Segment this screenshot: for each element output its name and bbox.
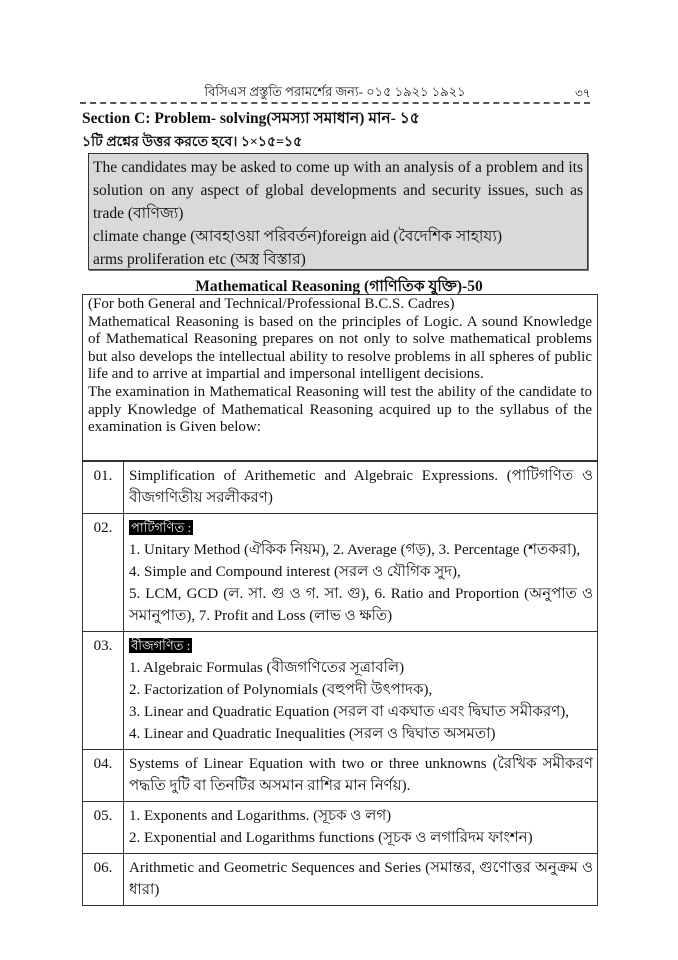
row-number: 02. [83,514,124,632]
row-heading: বীজগণিত : [131,638,191,653]
intro-paragraph: Mathematical Reasoning is based on the principles of Logic. A sound Knowledge of Mathematical Reasoning prepares on not only to solve mathematical problems but also develops the intellectual ability to resolve problems in all spheres of public life and to arrive at impartial and impersonal intelligent decisions. [88,313,592,383]
row-content [124,632,598,750]
table-row [83,514,598,632]
row-line: 2. Exponential and Logarithms functions (সূচক ও লগারিদম ফাংশন) [129,830,533,846]
row-line: 2. Factorization of Polynomials (বহুপদী উৎপাদক), [129,682,433,698]
box-line: arms proliferation etc (অস্ত্র বিস্তার) [93,251,306,268]
row-line: Simplification of Arithemetic and Algebraic Expressions. (পাটিগণিত ও বীজগণিতীয় সরলীকরণ) [129,468,593,506]
row-number: 04. [83,750,124,802]
row-line: 3. Linear and Quadratic Equation (সরল বা একঘাত এবং দ্বিঘাত সমীকরণ), [129,704,570,720]
row-number: 01. [83,462,124,514]
row-line: Systems of Linear Equation with two or three unknowns (রৈখিক সমীকরণ পদ্ধতি দুটি বা তিনটির অসমান রাশির মান নির্ণয়). [129,756,593,794]
section-c-title: Section C: Problem- solving(সমস্যা সমাধান) মান- ১৫ [82,110,420,127]
table-row [83,632,598,750]
page-header [80,82,590,104]
row-line: 1. Unitary Method (ঐকিক নিয়ম), 2. Average (গড়), 3. Percentage (শতকরা), [129,542,581,558]
table-row [83,750,598,802]
row-line: 5. LCM, GCD (ল. সা. গু ও গ. সা. গু), 6. Ratio and Proportion (অনুপাত ও সমানুপাত), 7. Profit and Loss (লাভ ও ক্ষতি) [129,586,593,624]
intro-paragraph: (For both General and Technical/Professional B.C.S. Cadres) [88,296,455,312]
row-line: Arithmetic and Geometric Sequences and Series (সমান্তর, গুণোত্তর অনুক্রম ও ধারা) [129,860,593,898]
box-line: climate change (আবহাওয়া পরিবর্তন)foreign aid (বৈদেশিক সাহায্য) [93,228,502,245]
row-number: 05. [83,802,124,854]
intro-paragraph: The examination in Mathematical Reasoning will test the ability of the candidate to apply Knowledge of Mathematical Reasoning acquired up to the syllabus of the examination is Given below: [88,383,592,436]
table-row [83,854,598,906]
row-heading: পাটিগণিত : [131,520,192,535]
math-reasoning-title: Mathematical Reasoning (গাণিতিক যুক্তি)-50 [195,278,483,295]
row-number: 03. [83,632,124,750]
row-line: 1. Algebraic Formulas (বীজগণিতের সূত্রাবলি) [129,660,405,676]
box-line: The candidates may be asked to come up with an analysis of a problem and its solution on any aspect of global developments and security issues, such as trade (বাণিজ্য) [93,159,583,222]
syllabus-table [82,461,598,906]
header-title: বিসিএস প্রস্তুতি পরামর্শের জন্য- ০১৫ ১৯২১ ১৯২১ [204,84,466,99]
math-reasoning-intro [82,294,598,461]
table-row [83,802,598,854]
section-c-box [88,153,588,270]
row-line: 4. Linear and Quadratic Inequalities (সরল ও দ্বিঘাত অসমতা) [129,726,496,742]
row-content [124,854,598,906]
row-content [124,462,598,514]
row-content [124,750,598,802]
row-content [124,514,598,632]
row-line: 4. Simple and Compound interest (সরল ও যৌগিক সুদ), [129,564,461,580]
row-content [124,802,598,854]
section-c-instruction: ১টি প্রশ্নের উত্তর করতে হবে। ১×১৫=১৫ [82,135,303,150]
row-number: 06. [83,854,124,906]
table-row [83,462,598,514]
page-number: ৩৭ [575,86,591,100]
row-line: 1. Exponents and Logarithms. (সূচক ও লগ) [129,808,392,824]
